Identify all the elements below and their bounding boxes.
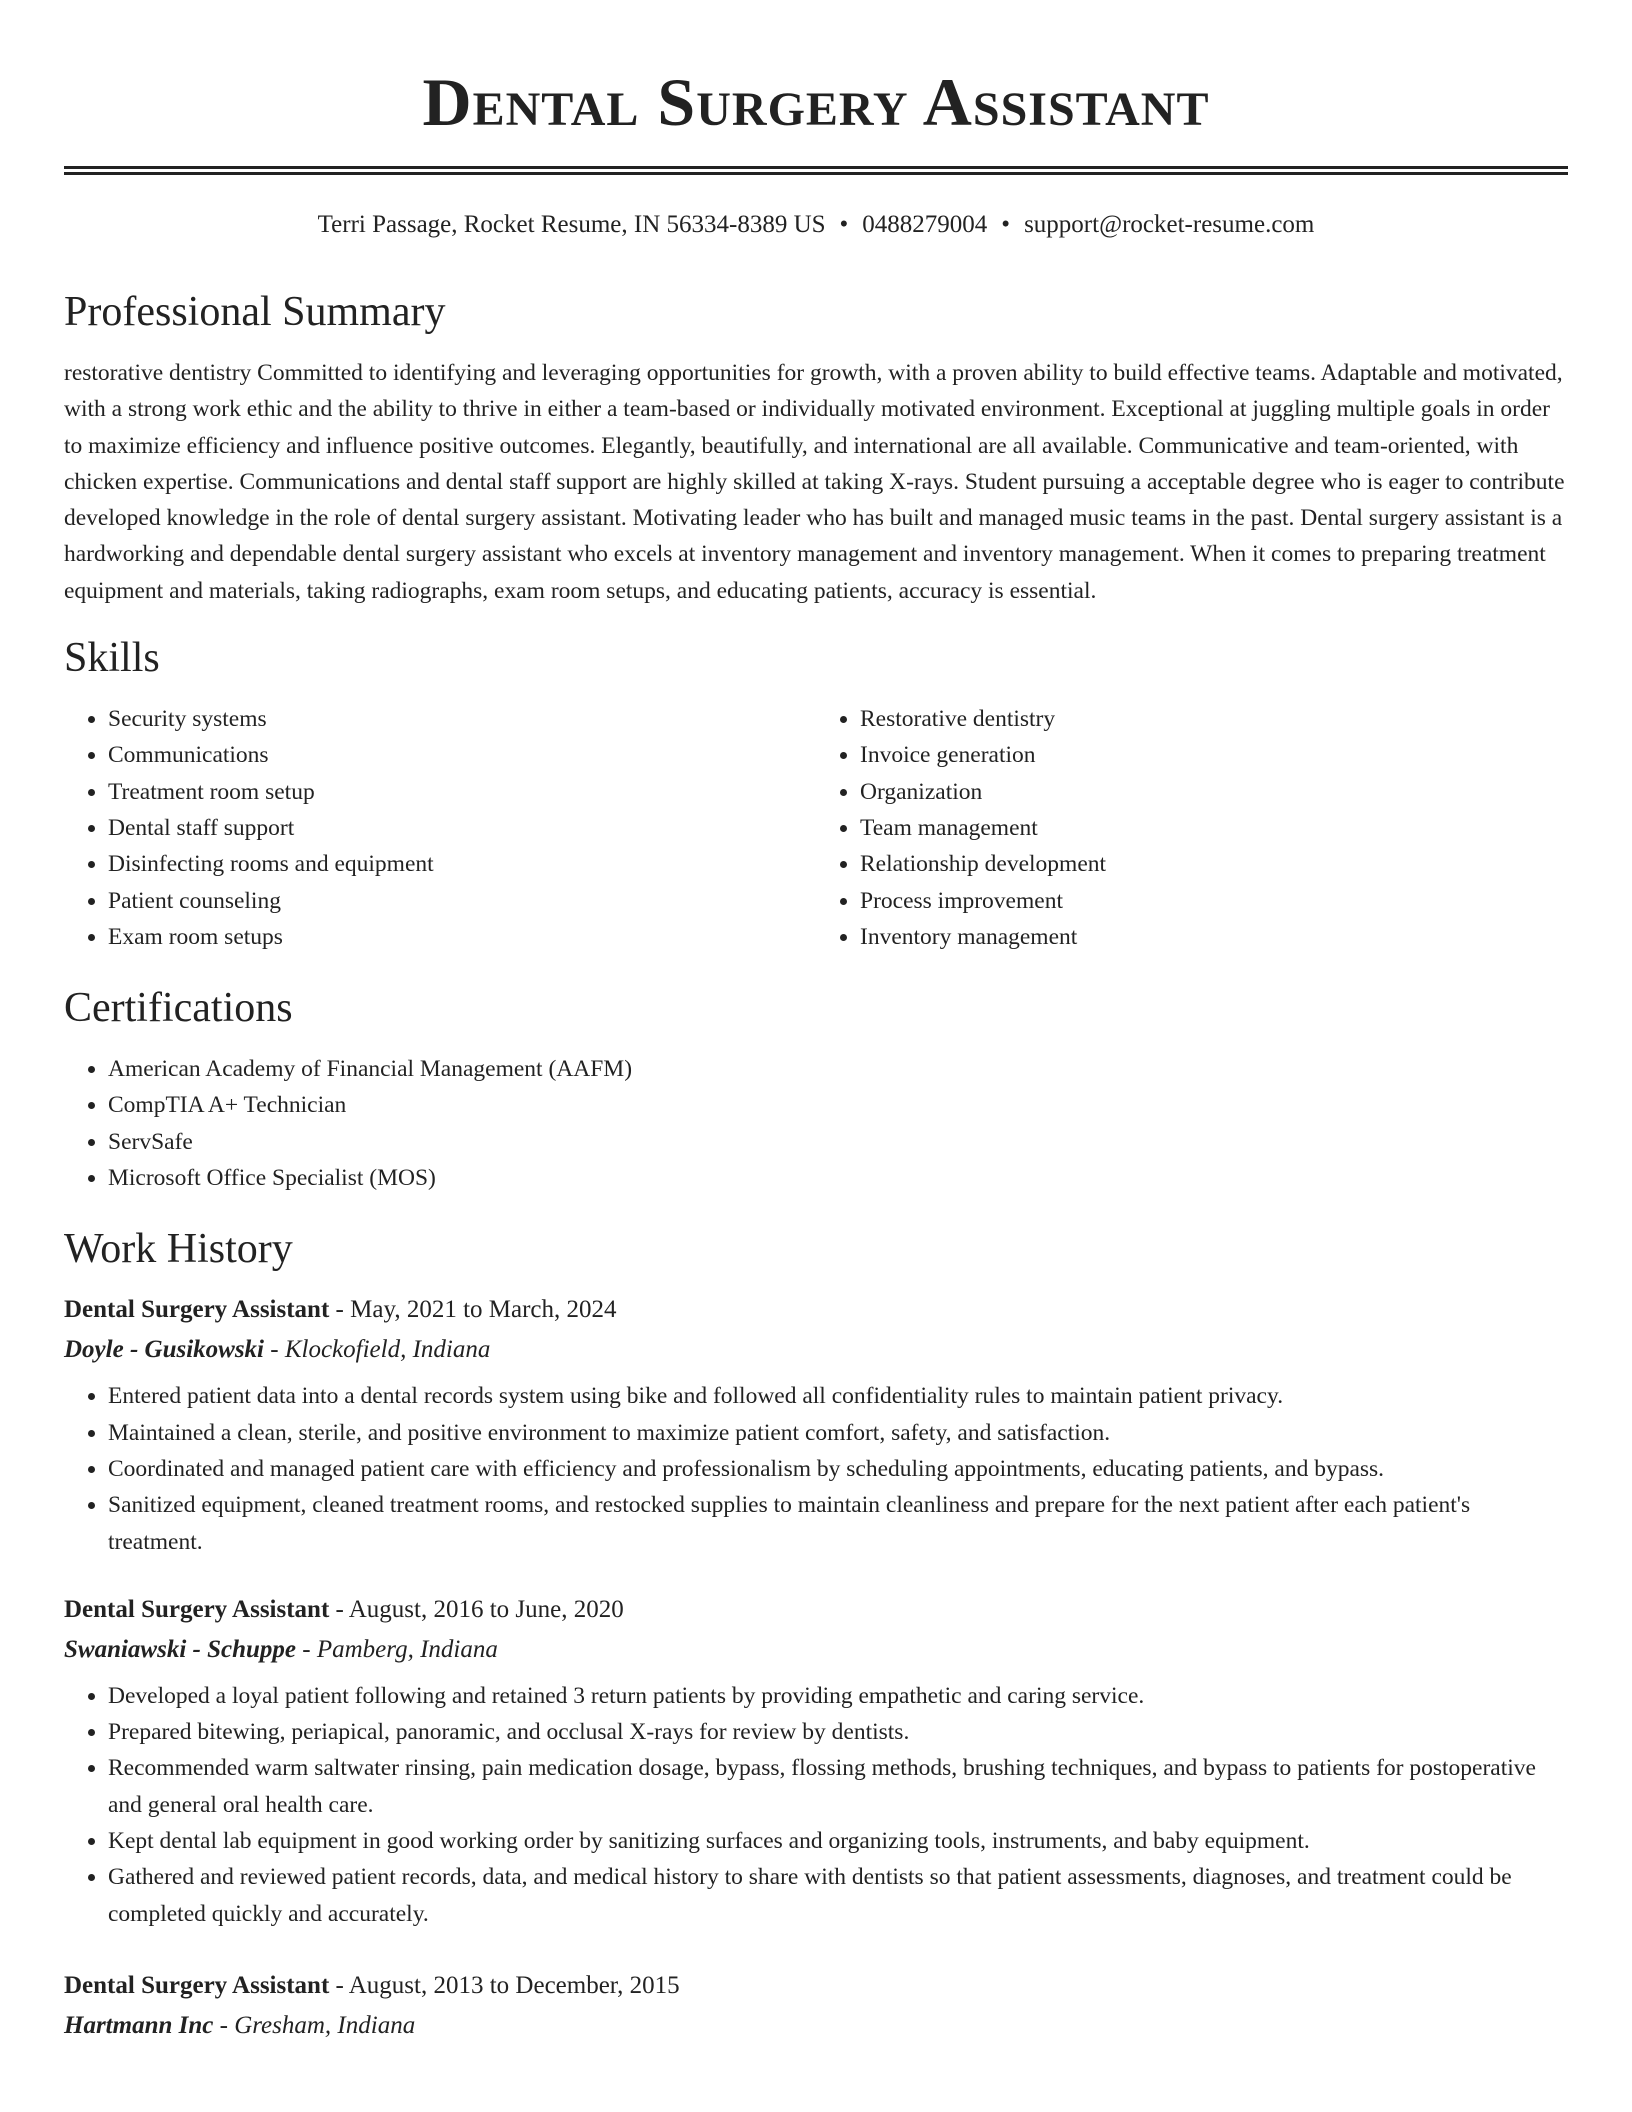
job-entry (64, 1290, 1568, 1559)
skill-item: • Security systems (108, 701, 816, 737)
job-employer-line: Doyle - Gusikowski - Klockofield, Indiana (64, 1336, 491, 1364)
skill-item: • Organization (860, 774, 1568, 810)
job-bullet: • Kept dental lab equipment in good working order by sanitizing surfaces and organizing tools, instruments, and baby equipment. (108, 1823, 1568, 1859)
skill-item: • Dental staff support (108, 810, 816, 846)
skill-item: • Exam room setups (108, 919, 816, 955)
job-dates: May, 2021 to March, 2024 (350, 1296, 617, 1324)
skill-item: • Restorative dentistry (860, 701, 1568, 737)
job-employer-line: Hartmann Inc - Gresham, Indiana (64, 2011, 416, 2039)
job-company: Doyle - Gusikowski (64, 1336, 264, 1364)
skill-item: • Relationship development (860, 846, 1568, 882)
summary-paragraph: restorative dentistry Committed to identifying and leveraging opportunities for growth, with a proven ability to build effective teams. Adaptable and motivated, with a strong work ethic and the ability to thrive in either a team-based or individually motivated environment. Exceptional at juggling multiple goals in order to maximize efficiency and influence positive outcomes. Elegantly, beautifully, and international are all available. Communicative and team-oriented, with chicken expertise. Communications and dental staff support are highly skilled at taking X-rays. Student pursuing a acceptable degree who is eager to contribute developed knowledge in the role of dental surgery assistant. Motivating leader who has built and managed music teams in the past. Dental surgery assistant is a hardworking and dependable dental surgery assistant who excels at inventory management and inventory management. When it comes to preparing treatment equipment and materials, taking radiographs, exam room setups, and educating patients, accuracy is essential. (64, 360, 1565, 604)
job-header: Dental Surgery Assistant - August, 2013 to December, 2015 (64, 1971, 680, 1999)
job-employer-line: Swaniawski - Schuppe - Pamberg, Indiana (64, 1635, 498, 1663)
skill-item: • Invoice generation (860, 737, 1568, 773)
job-bullet: • Gathered and reviewed patient records, data, and medical history to share with dentists so that patient assessments, diagnoses, and treatment could be completed quickly and accurately. (108, 1859, 1568, 1932)
job-bullet: • Developed a loyal patient following and retained 3 return patients by providing empathetic and caring service. (108, 1678, 1568, 1714)
job-header: Dental Surgery Assistant - May, 2021 to March, 2024 (64, 1296, 617, 1324)
section-heading-certifications: Certifications (64, 985, 293, 1032)
job-header: Dental Surgery Assistant - August, 2016 to June, 2020 (64, 1595, 624, 1623)
skills-list-left (64, 701, 816, 955)
contact-email: support@rocket-resume.com (1024, 211, 1315, 238)
skill-item: • Inventory management (860, 919, 1568, 955)
certification-item: • ServSafe (108, 1124, 1568, 1160)
skill-item: • Disinfecting rooms and equipment (108, 846, 816, 882)
contact-line (64, 209, 1568, 241)
contact-separator: • (1001, 211, 1011, 238)
certification-item: • Microsoft Office Specialist (MOS) (108, 1160, 1568, 1196)
job-company: Swaniawski - Schuppe (64, 1635, 297, 1663)
job-bullet: • Coordinated and managed patient care with efficiency and professionalism by scheduling appointments, educating patients, and bypass. (108, 1451, 1568, 1487)
certifications-list (64, 1051, 1568, 1196)
contact-phone: 0488279004 (862, 211, 988, 238)
section-heading-summary: Professional Summary (64, 289, 446, 335)
job-location: Pamberg, Indiana (316, 1635, 498, 1663)
job-bullets (64, 1678, 1568, 1932)
job-dates: August, 2013 to December, 2015 (348, 1971, 680, 1999)
certification-item: • American Academy of Financial Management (AAFM) (108, 1051, 1568, 1087)
job-title: Dental Surgery Assistant (64, 1595, 330, 1623)
skills-columns (64, 701, 1568, 955)
job-bullet: • Entered patient data into a dental records system using bike and followed all confidentiality rules to maintain patient privacy. (108, 1378, 1568, 1414)
contact-address: Terri Passage, Rocket Resume, IN 56334-8389 US (317, 211, 826, 238)
skills-list-right (816, 701, 1568, 955)
job-company: Hartmann Inc (64, 2011, 214, 2039)
contact-separator: • (839, 211, 849, 238)
section-heading-skills: Skills (64, 635, 160, 682)
skill-item: • Team management (860, 810, 1568, 846)
resume-title: Dental Surgery Assistant (422, 64, 1210, 140)
job-title: Dental Surgery Assistant (64, 1971, 330, 1999)
job-location: Gresham, Indiana (234, 2011, 416, 2039)
job-bullet: • Recommended warm saltwater rinsing, pain medication dosage, bypass, flossing methods, brushing techniques, and bypass to patients for postoperative and general oral health care. (108, 1750, 1568, 1823)
certification-item: • CompTIA A+ Technician (108, 1087, 1568, 1123)
job-dates: August, 2016 to June, 2020 (348, 1595, 624, 1623)
job-bullet: • Maintained a clean, sterile, and positive environment to maximize patient comfort, safety, and satisfaction. (108, 1415, 1568, 1451)
skill-item: • Treatment room setup (108, 774, 816, 810)
job-location: Klockofield, Indiana (284, 1336, 491, 1364)
skill-item: • Process improvement (860, 883, 1568, 919)
job-bullet: • Sanitized equipment, cleaned treatment rooms, and restocked supplies to maintain cleanliness and prepare for the next patient after each patient's treatment. (108, 1487, 1568, 1560)
job-bullets (64, 1378, 1568, 1559)
job-entry (64, 1966, 1568, 2046)
section-heading-work-history: Work History (64, 1226, 293, 1273)
skill-item: • Communications (108, 737, 816, 773)
title-double-rule (64, 166, 1568, 175)
job-title: Dental Surgery Assistant (64, 1296, 330, 1324)
skill-item: • Patient counseling (108, 883, 816, 919)
job-bullet: • Prepared bitewing, periapical, panoramic, and occlusal X-rays for review by dentists. (108, 1714, 1568, 1750)
job-entry (64, 1590, 1568, 1932)
